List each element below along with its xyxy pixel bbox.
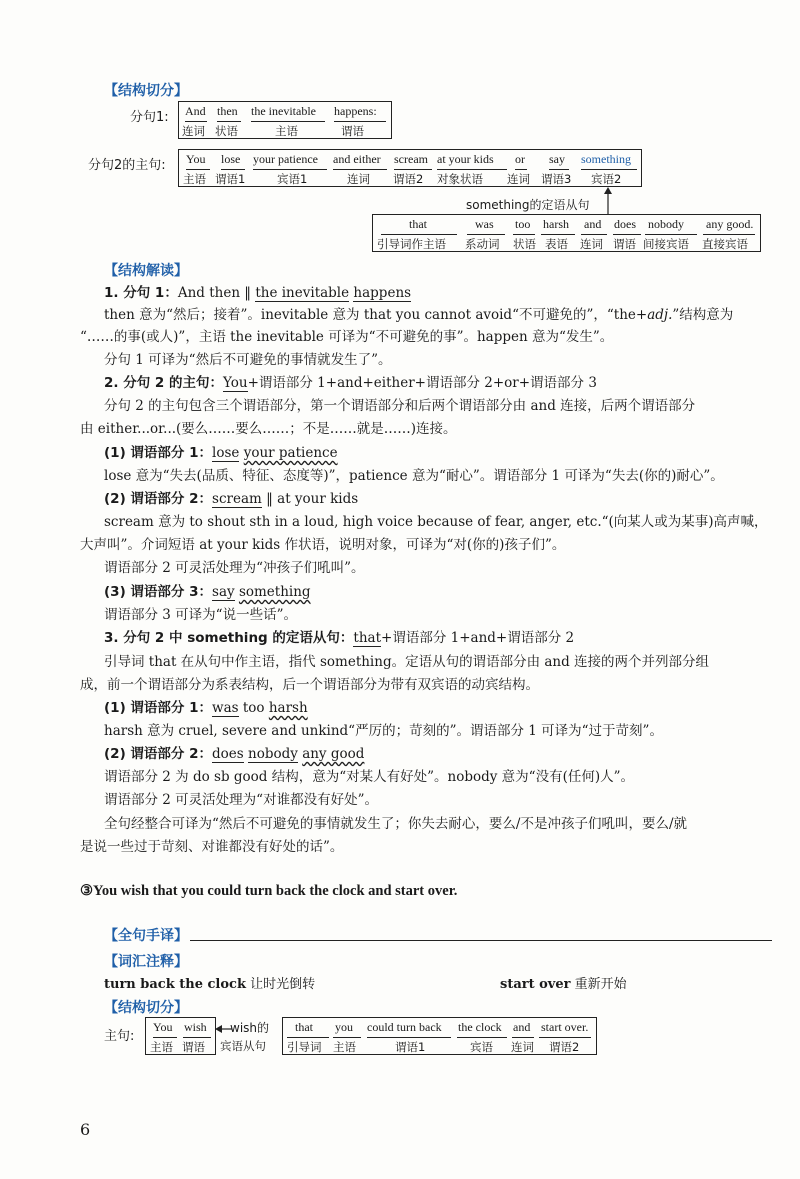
underline (613, 234, 641, 235)
underline (333, 1037, 361, 1038)
underline (645, 234, 697, 235)
underline (539, 1037, 591, 1038)
example-sentence-3: ③You wish that you could turn back the clock and start over. (80, 883, 458, 899)
underline (541, 234, 575, 235)
clause1-role: 状语 (215, 124, 238, 138)
analysis-text: 谓语部分 2 可灵活处理为“对谁都没有好处”。 (104, 792, 378, 808)
clause1-role: 主语 (275, 124, 298, 138)
clause2-role: 对象状语 (437, 172, 483, 186)
underline (183, 1037, 211, 1038)
object-role: 谓语2 (549, 1040, 580, 1054)
analysis-subheading: (1) 谓语部分 1：was too harsh (104, 700, 308, 716)
clause3-role: 谓语 (613, 237, 636, 251)
vocab-term: start over (500, 977, 571, 992)
analysis-heading-2: 2. 分句 2 的主句：You+谓语部分 1+and+either+谓语部分 2+or+谓语部分 3 (104, 375, 597, 391)
translation-answer-line[interactable] (190, 940, 772, 941)
clause2-role: 宾语1 (277, 172, 308, 186)
object-role: 连词 (511, 1040, 534, 1054)
analysis-text: 谓语部分 2 可灵活处理为“冲孩子们吼叫”。 (104, 560, 365, 576)
clause1-word: then (217, 104, 238, 118)
clause1-word: happens: (334, 104, 377, 118)
attributive-clause-label: something的定语从句 (466, 198, 590, 212)
clause2-word: lose (221, 152, 241, 166)
analysis-text: 谓语部分 3 可译为“说一些话”。 (104, 607, 297, 623)
underline (515, 169, 527, 170)
object-role: 谓语1 (395, 1040, 426, 1054)
object-word: the clock (458, 1020, 502, 1034)
analysis-text: 分句 2 的主句包含三个谓语部分，第一个谓语部分和后两个谓语部分由 and 连接，后两个谓语部分 (104, 398, 696, 414)
clause2-role: 连词 (347, 172, 370, 186)
clause3-word: was (475, 217, 494, 231)
analysis-text: lose 意为“失去(品质、特征、态度等)”，patience 意为“耐心”。谓语部分 1 可译为“失去(你的)耐心”。 (104, 468, 724, 484)
analysis-text: 是说一些过于苛刻、对谁都没有好处的话”。 (80, 839, 344, 855)
clause1-role: 谓语 (341, 124, 364, 138)
clause3-role: 表语 (545, 237, 568, 251)
clause2-word: or (515, 152, 525, 166)
clause3-role: 引导词作主语 (377, 237, 446, 251)
clause3-role: 直接宾语 (702, 237, 748, 251)
clause3-role: 状语 (513, 237, 536, 251)
main-role: 谓语 (182, 1040, 205, 1054)
analysis-subheading: (2) 谓语部分 2：does nobody any good (104, 746, 365, 762)
analysis-text: 谓语部分 2 为 do sb good 结构，意为“对某人有好处”。nobody 意为“没有(任何)人”。 (104, 769, 635, 785)
vocab-item-2 (500, 973, 627, 992)
underline (581, 234, 607, 235)
clause2-role: 谓语3 (541, 172, 572, 186)
analysis-heading-1: 1. 分句 1：And then ‖ the inevitable happens (104, 285, 412, 301)
underline (253, 169, 327, 170)
wish-role: 宾语从句 (220, 1039, 266, 1053)
analysis-text: scream 意为 to shout sth in a loud, high voice because of fear, anger, etc.“(向某人或为某事)高声喊， (104, 514, 768, 530)
object-word: that (295, 1020, 313, 1034)
underline (153, 1037, 177, 1038)
underline (512, 1037, 534, 1038)
analysis-text: 分句 1 可译为“然后不可避免的事情就发生了”。 (104, 352, 392, 368)
section-title-structure-analysis: 【结构解读】 (104, 263, 188, 279)
underline (549, 169, 569, 170)
clause1-role: 连词 (182, 124, 205, 138)
clause2-word: scream (394, 152, 428, 166)
underline (513, 234, 535, 235)
arrow-up-icon (603, 186, 613, 214)
clause2-word: at your kids (437, 152, 494, 166)
underline (581, 169, 637, 170)
vocab-term: turn back the clock (104, 977, 246, 992)
object-clause-box (282, 1017, 597, 1055)
clause1-label: 分句1: (130, 110, 169, 125)
vocab-meaning: 让时光倒转 (250, 977, 316, 992)
clause3-word: that (409, 217, 427, 231)
clause2-word: your patience (253, 152, 318, 166)
clause3-role: 连词 (580, 237, 603, 251)
object-word: start over. (541, 1020, 589, 1034)
clause2-word: say (549, 152, 565, 166)
object-word: you (335, 1020, 353, 1034)
page-number: 6 (80, 1120, 91, 1139)
underline (334, 121, 386, 122)
underline (185, 121, 207, 122)
analysis-text: “……的事(或人)”，主语 the inevitable 可译为“不可避免的事”。happen 意为“发生”。 (80, 329, 614, 345)
clause2-word: You (186, 152, 206, 166)
clause2-word: and either (333, 152, 381, 166)
clause3-word: any good. (706, 217, 754, 231)
clause3-role: 间接宾语 (643, 237, 689, 251)
analysis-text: 由 either...or...(要么……要么……；不是……就是……)连接。 (80, 421, 457, 437)
clause2-box (178, 149, 642, 187)
underline (251, 121, 325, 122)
underline (333, 169, 387, 170)
clause2-role: 谓语2 (393, 172, 424, 186)
analysis-text: then 意为“然后；接着”。inevitable 意为 that you cannot avoid“不可避免的”，“the+adj.”结构意为 (104, 307, 734, 323)
analysis-text: 全句经整合可译为“然后不可避免的事情就发生了；你失去耐心，要么/不是冲孩子们吼叫，要么/就 (104, 816, 687, 832)
section-title-vocab: 【词汇注释】 (104, 954, 188, 970)
clause2-label: 分句2的主句: (88, 158, 166, 173)
wish-label: wish的 (230, 1021, 270, 1035)
analysis-subheading: (3) 谓语部分 3：say something (104, 584, 311, 600)
section-title-structure-split-2: 【结构切分】 (104, 1000, 188, 1016)
analysis-text: 成，前一个谓语部分为系表结构，后一个谓语部分为带有双宾语的动宾结构。 (80, 677, 539, 693)
object-role: 引导词 (287, 1040, 322, 1054)
object-role: 主语 (333, 1040, 356, 1054)
underline (703, 234, 755, 235)
clause3-word: does (614, 217, 636, 231)
vocab-item-1 (104, 973, 315, 992)
clause1-word: the inevitable (251, 104, 316, 118)
underline (437, 169, 507, 170)
underline (287, 1037, 329, 1038)
clause3-role: 系动词 (465, 237, 500, 251)
clause3-word: harsh (543, 217, 569, 231)
underline (381, 234, 457, 235)
analysis-heading-3: 3. 分句 2 中 something 的定语从句：that+谓语部分 1+and+谓语部分 2 (104, 630, 575, 646)
underline (217, 121, 241, 122)
analysis-subheading: (2) 谓语部分 2：scream ‖ at your kids (104, 491, 359, 507)
underline (467, 234, 505, 235)
underline (457, 1037, 507, 1038)
analysis-subheading: (1) 谓语部分 1：lose your patience (104, 445, 338, 461)
clause3-word: nobody (648, 217, 684, 231)
section-title-full-translation: 【全句手译】 (104, 928, 188, 944)
underline (186, 169, 210, 170)
clause2-word-something: something (581, 152, 631, 166)
section-title-structure-split: 【结构切分】 (104, 83, 188, 99)
clause2-role: 连词 (507, 172, 530, 186)
clause3-box (372, 214, 761, 252)
main-role: 主语 (150, 1040, 173, 1054)
main-clause-label: 主句: (104, 1029, 135, 1044)
underline (394, 169, 432, 170)
clause3-word: too (515, 217, 531, 231)
object-role: 宾语 (470, 1040, 493, 1054)
object-word: and (513, 1020, 531, 1034)
underline (221, 169, 245, 170)
underline (367, 1037, 451, 1038)
clause2-role: 主语 (183, 172, 206, 186)
vocab-meaning: 重新开始 (574, 977, 627, 992)
clause2-role: 宾语2 (591, 172, 622, 186)
clause1-box (178, 101, 392, 139)
analysis-text: 大声叫”。介词短语 at your kids 作状语，说明对象，可译为“对(你的)孩子们”。 (80, 537, 566, 553)
clause1-word: And (185, 104, 206, 118)
clause3-word: and (584, 217, 602, 231)
object-word: could turn back (367, 1020, 442, 1034)
main-word: You (153, 1020, 173, 1034)
main-word: wish (184, 1020, 207, 1034)
analysis-text: harsh 意为 cruel, severe and unkind“严厉的；苛刻的”。谓语部分 1 可译为“过于苛刻”。 (104, 723, 663, 739)
main-clause-box (145, 1017, 216, 1055)
analysis-text: 引导词 that 在从句中作主语，指代 something。定语从句的谓语部分由 and 连接的两个并列部分组 (104, 654, 710, 670)
clause2-role: 谓语1 (215, 172, 246, 186)
